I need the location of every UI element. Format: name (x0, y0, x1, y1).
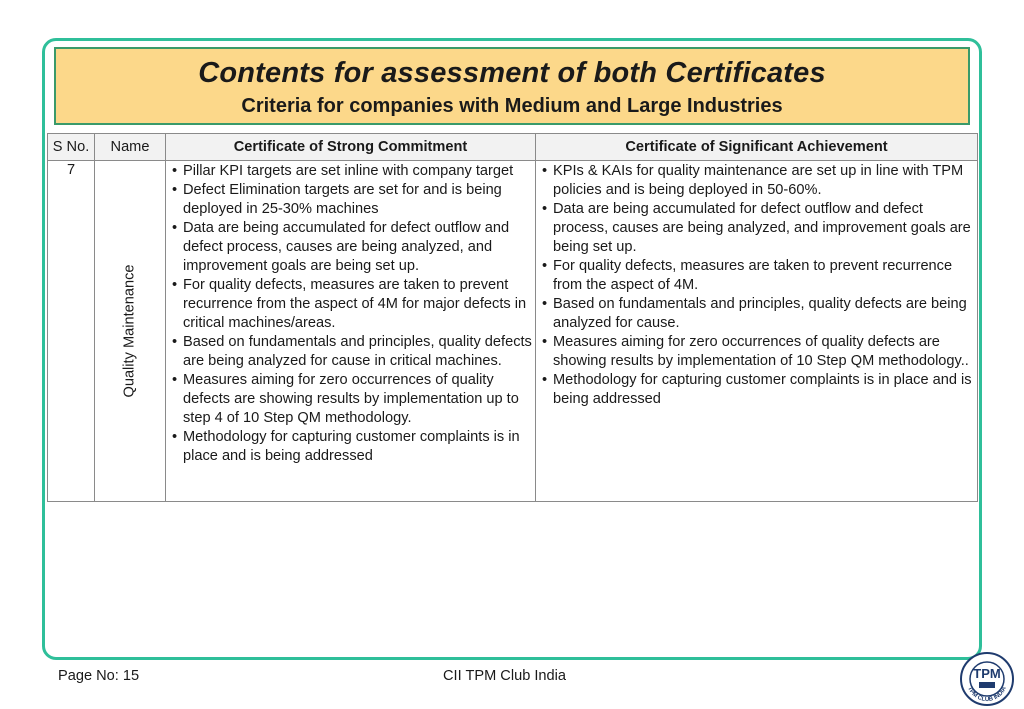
table-header-row (48, 134, 978, 161)
list-item: • Based on fundamentals and principles, quality defects are being analyzed for cause in critical machines. (166, 333, 535, 371)
title-banner (54, 47, 970, 125)
assessment-table (47, 133, 978, 502)
list-item: • Pillar KPI targets are set inline with company target (166, 162, 535, 181)
significant-achievement-cell (536, 161, 978, 502)
row-name: Quality Maintenance (121, 264, 138, 398)
list-item: • KPIs & KAIs for quality maintenance are set up in line with TPM policies and is being deployed in 50-60%. (536, 162, 977, 200)
list-item: • Methodology for capturing customer complaints is in place and is being addressed (166, 428, 535, 466)
page-number: Page No: 15 (58, 668, 140, 684)
strong-commitment-list (166, 161, 535, 466)
footer-organization: CII TPM Club India (443, 668, 567, 684)
significant-achievement-list (536, 161, 977, 409)
col-header-name: Name (95, 134, 166, 161)
list-item: • Defect Elimination targets are set for and is being deployed in 25-30% machines (166, 181, 535, 219)
list-item: • Methodology for capturing customer complaints is in place and is being addressed (536, 371, 977, 409)
list-item: • Based on fundamentals and principles, quality defects are being analyzed for cause. (536, 295, 977, 333)
col-header-sno: S No. (48, 134, 95, 161)
list-item: • For quality defects, measures are taken to prevent recurrence from the aspect of 4M for major defects in critical machines/areas. (166, 276, 535, 333)
row-name-cell (95, 161, 166, 502)
list-item: • Data are being accumulated for defect outflow and defect process, causes are being analyzed, and improvement goals are being set up. (536, 200, 977, 257)
logo-text: TPM (973, 666, 1001, 681)
list-item: • Measures aiming for zero occurrences of quality defects are showing results by implementation up to step 4 of 10 Step QM methodology. (166, 371, 535, 428)
row-sno: 7 (48, 161, 95, 502)
list-item: • Measures aiming for zero occurrences of quality defects are showing results by implementation of 10 Step QM methodology.. (536, 333, 977, 371)
table-row (48, 161, 978, 502)
col-header-significant-achievement: Certificate of Significant Achievement (536, 134, 978, 161)
list-item: • For quality defects, measures are taken to prevent recurrence from the aspect of 4M. (536, 257, 977, 295)
page-title: Contents for assessment of both Certificates (198, 57, 826, 89)
page-subtitle: Criteria for companies with Medium and Large Industries (241, 95, 783, 117)
strong-commitment-cell (166, 161, 536, 502)
logo-ring-text: TPM CLUB INDIA (966, 685, 1008, 704)
tpm-club-india-logo-icon (959, 651, 1015, 707)
list-item: • Data are being accumulated for defect outflow and defect process, causes are being analyzed, and improvement goals are being set up. (166, 219, 535, 276)
col-header-strong-commitment: Certificate of Strong Commitment (166, 134, 536, 161)
